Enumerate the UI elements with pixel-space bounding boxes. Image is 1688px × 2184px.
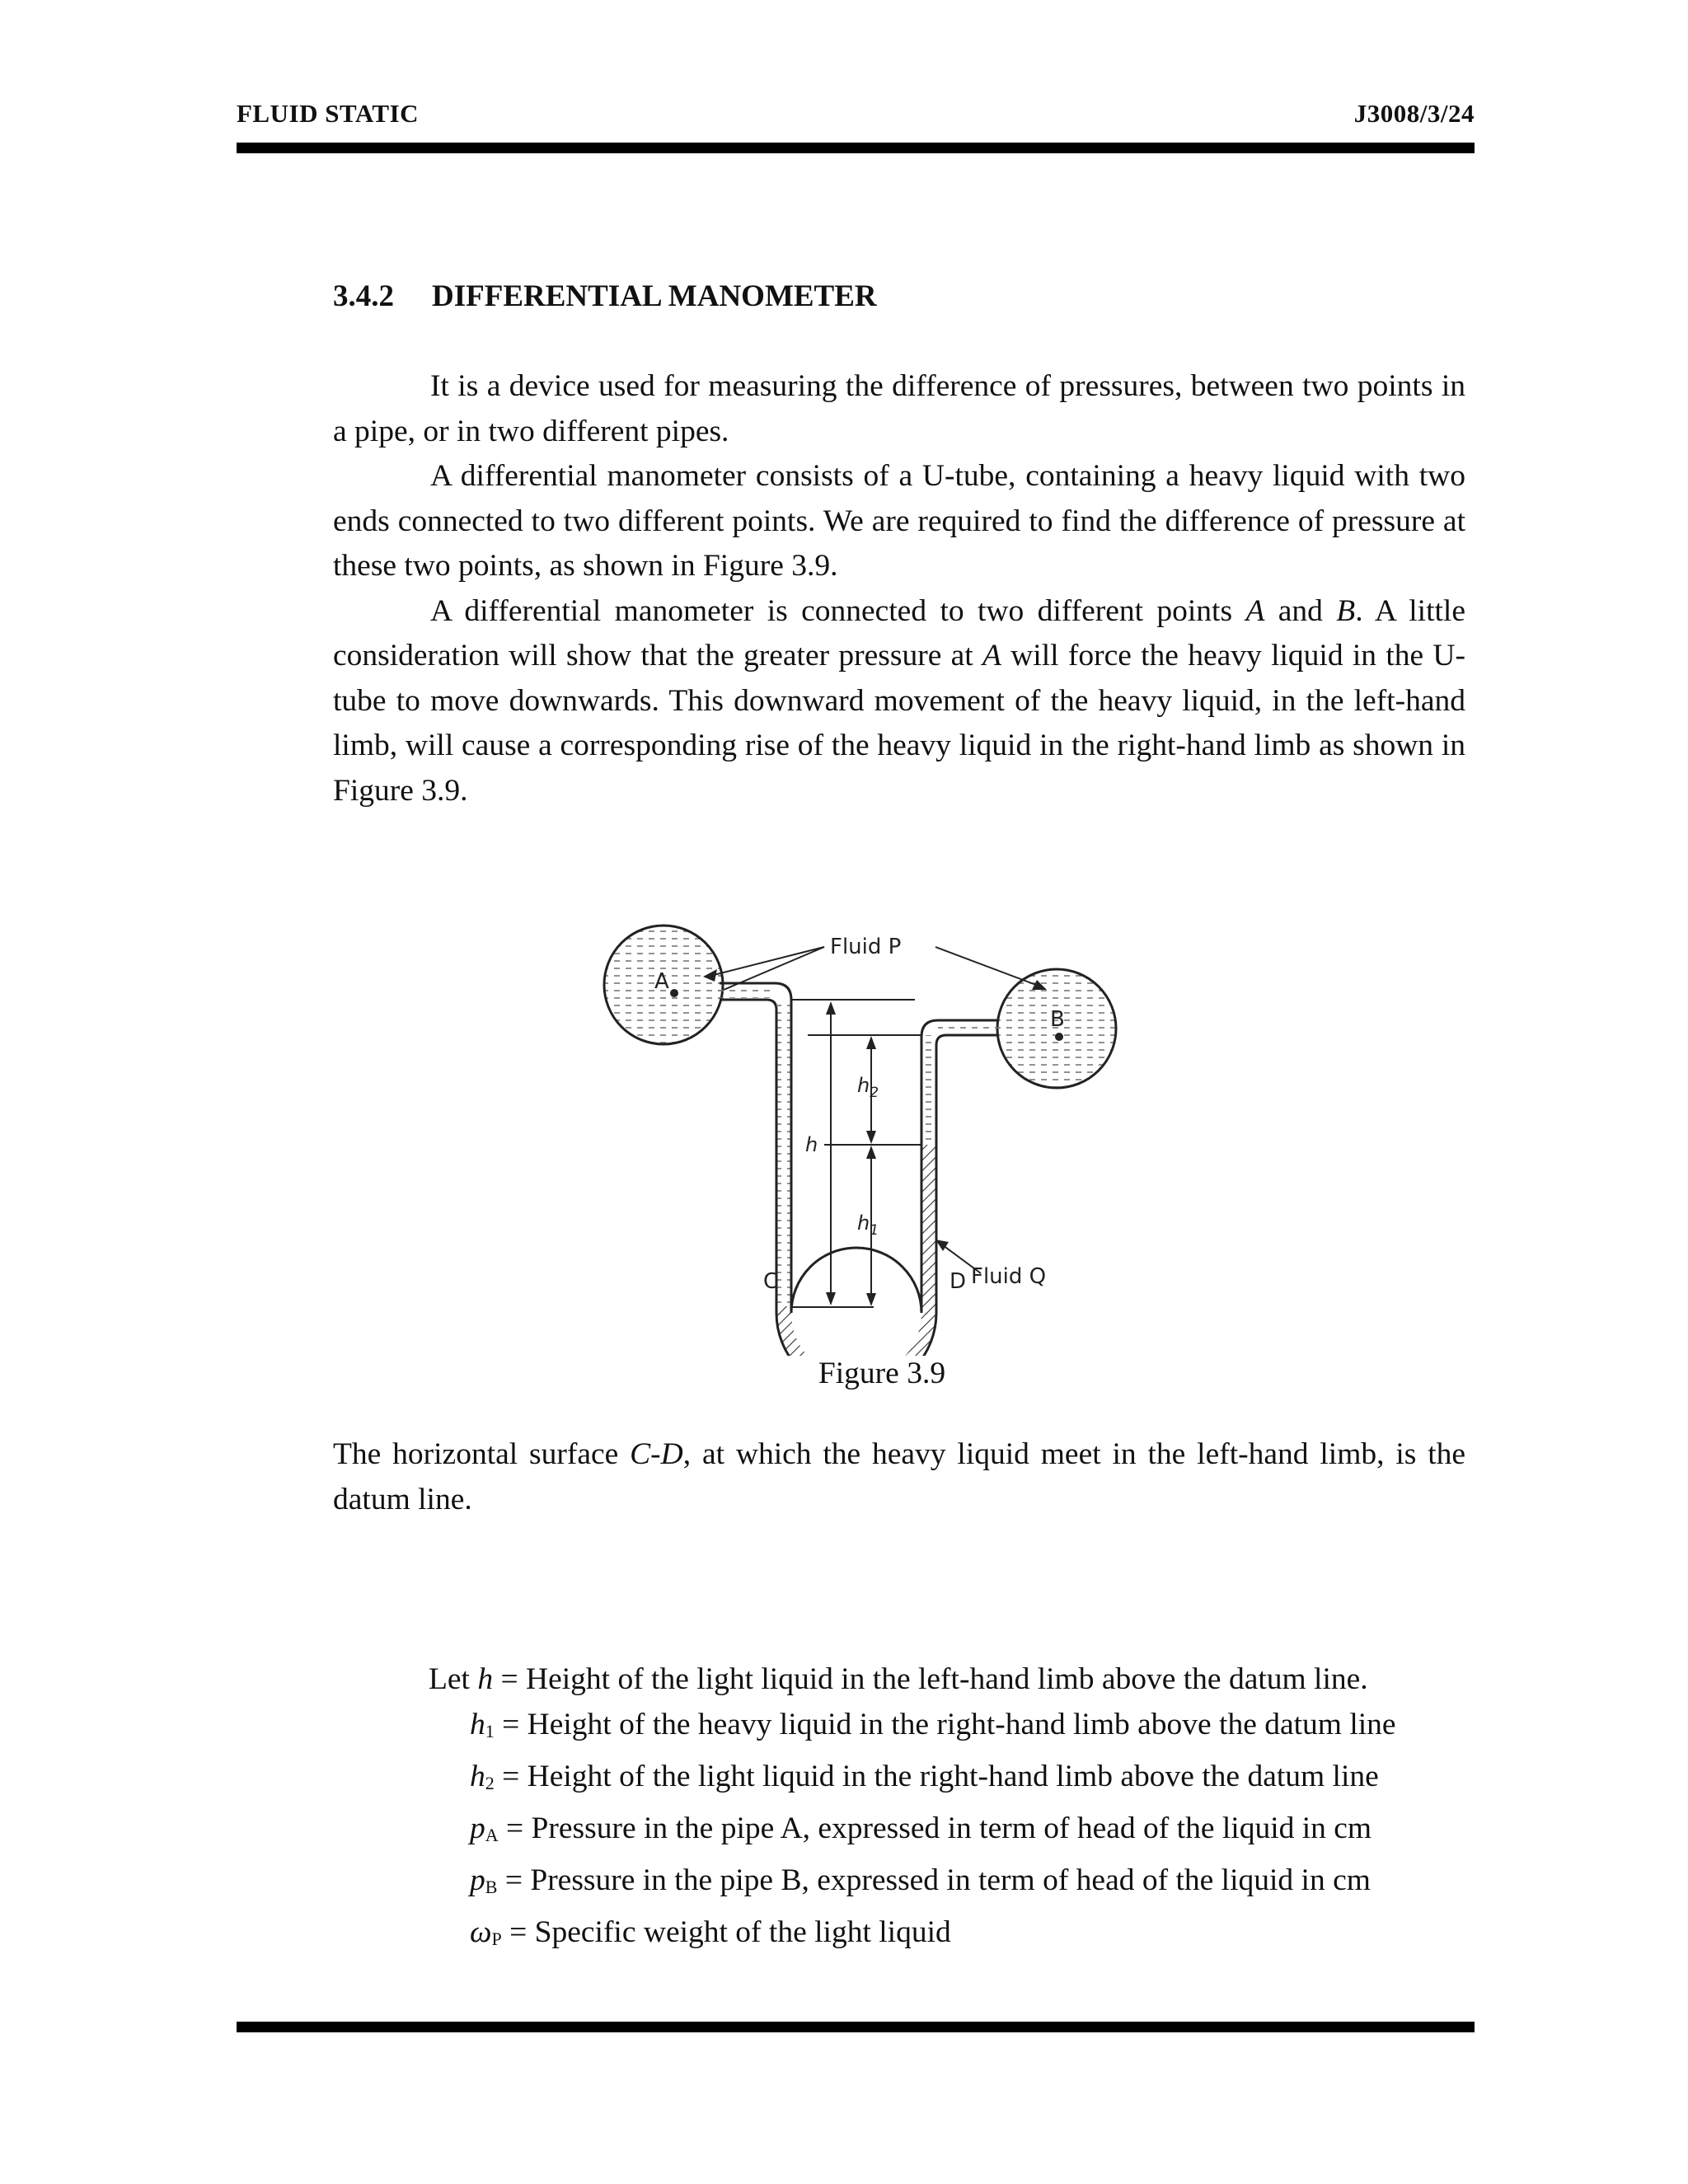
label-fluid-p: Fluid P — [830, 935, 902, 959]
definition-subscript: 2 — [485, 1773, 495, 1793]
body-text — [333, 364, 1465, 813]
section-heading — [333, 279, 877, 314]
paragraph-3-text-b: and — [1264, 593, 1337, 628]
header-rule — [237, 143, 1475, 153]
point-a-ref: A — [1245, 593, 1265, 628]
paragraph-3-text-d: will force the heavy liquid in the U-tube to move downwards. This downward movement of the heavy liquid, in the left-hand limb, will cause a corresponding rise of the heavy liquid in the right-hand limb as shown in Figure 3.9. — [333, 639, 1466, 808]
definition-symbol: ω — [470, 1915, 492, 1949]
label-h1: $h_1$ — [857, 1212, 879, 1239]
datum-paragraph — [333, 1432, 1465, 1522]
datum-text-b: , at which the heavy liquid meet in the left-hand limb, is the datum line. — [333, 1437, 1466, 1516]
definitions-list — [429, 1657, 1396, 1961]
right-limb-heavy-liquid — [921, 1145, 936, 1315]
label-a: A — [654, 969, 669, 994]
definition-text: = Height of the heavy liquid in the right-hand limb above the datum line — [494, 1708, 1396, 1741]
definition-text: = Height of the light liquid in the right-hand limb above the datum line — [494, 1760, 1379, 1793]
definition-row — [429, 1754, 1396, 1806]
definition-text: = Specific weight of the light liquid — [501, 1915, 951, 1949]
label-d: D — [950, 1269, 967, 1294]
definition-text: = Pressure in the pipe B, expressed in term of head of the liquid in cm — [497, 1863, 1371, 1897]
definition-symbol: h — [470, 1760, 485, 1793]
datum-cd: C-D — [630, 1437, 683, 1471]
figure-3-9 — [602, 861, 1162, 1415]
section-number: 3.4.2 — [333, 279, 394, 313]
paragraph-3 — [333, 589, 1465, 814]
label-fluid-q: Fluid Q — [971, 1264, 1047, 1289]
label-c: C — [763, 1269, 779, 1294]
definition-row — [429, 1910, 1396, 1961]
footer-rule — [237, 2022, 1475, 2032]
page-number: J3008/3/24 — [1353, 99, 1475, 128]
manometer-diagram — [602, 861, 1162, 1356]
paragraph-3-text-c: . A little consideration will show that the greater pressure at — [333, 593, 1465, 673]
paragraph-1: It is a device used for measuring the difference of pressures, between two points in a pipe, or in two different pipes. — [333, 369, 1465, 448]
label-h: h — [805, 1133, 818, 1156]
paragraph-2: A differential manometer consists of a U-tube, containing a heavy liquid with two ends connected to two different points. We are required to find the difference of pressure at these two points, as shown in Figure 3.9. — [333, 459, 1465, 583]
label-b: B — [1050, 1007, 1065, 1032]
point-a-ref-2: A — [982, 639, 1001, 673]
definition-symbol: p — [470, 1863, 485, 1897]
definition-symbol: h — [477, 1662, 494, 1696]
definition-subscript: B — [485, 1877, 498, 1897]
left-limb-light-liquid — [776, 1000, 791, 1306]
definition-subscript: P — [491, 1929, 502, 1949]
definition-text: = Pressure in the pipe A, expressed in term of head of the liquid in cm — [498, 1811, 1372, 1845]
definition-subscript: 1 — [485, 1721, 495, 1741]
definition-row — [429, 1702, 1396, 1754]
definition-symbol: h — [470, 1708, 485, 1741]
definition-row — [429, 1858, 1396, 1910]
u-bend-heavy-liquid — [776, 1313, 936, 1356]
definition-row — [429, 1657, 1396, 1702]
definition-symbol: p — [470, 1811, 485, 1845]
datum-text-a: The horizontal surface — [333, 1437, 631, 1471]
definition-text: = Height of the light liquid in the left-hand limb above the datum line. — [493, 1662, 1368, 1696]
figure-caption: Figure 3.9 — [818, 1357, 946, 1390]
header-title: FLUID STATIC — [237, 99, 420, 128]
definition-prefix: Let — [429, 1662, 478, 1696]
definition-subscript: A — [485, 1825, 499, 1845]
label-h2: $h_2$ — [857, 1074, 879, 1101]
paragraph-3-text-a: A differential manometer is connected to two different points — [430, 593, 1246, 628]
section-title: DIFFERENTIAL MANOMETER — [432, 279, 877, 313]
point-b-ref: B — [1336, 593, 1356, 628]
right-limb-light-liquid — [921, 1035, 936, 1145]
definition-row — [429, 1806, 1396, 1858]
